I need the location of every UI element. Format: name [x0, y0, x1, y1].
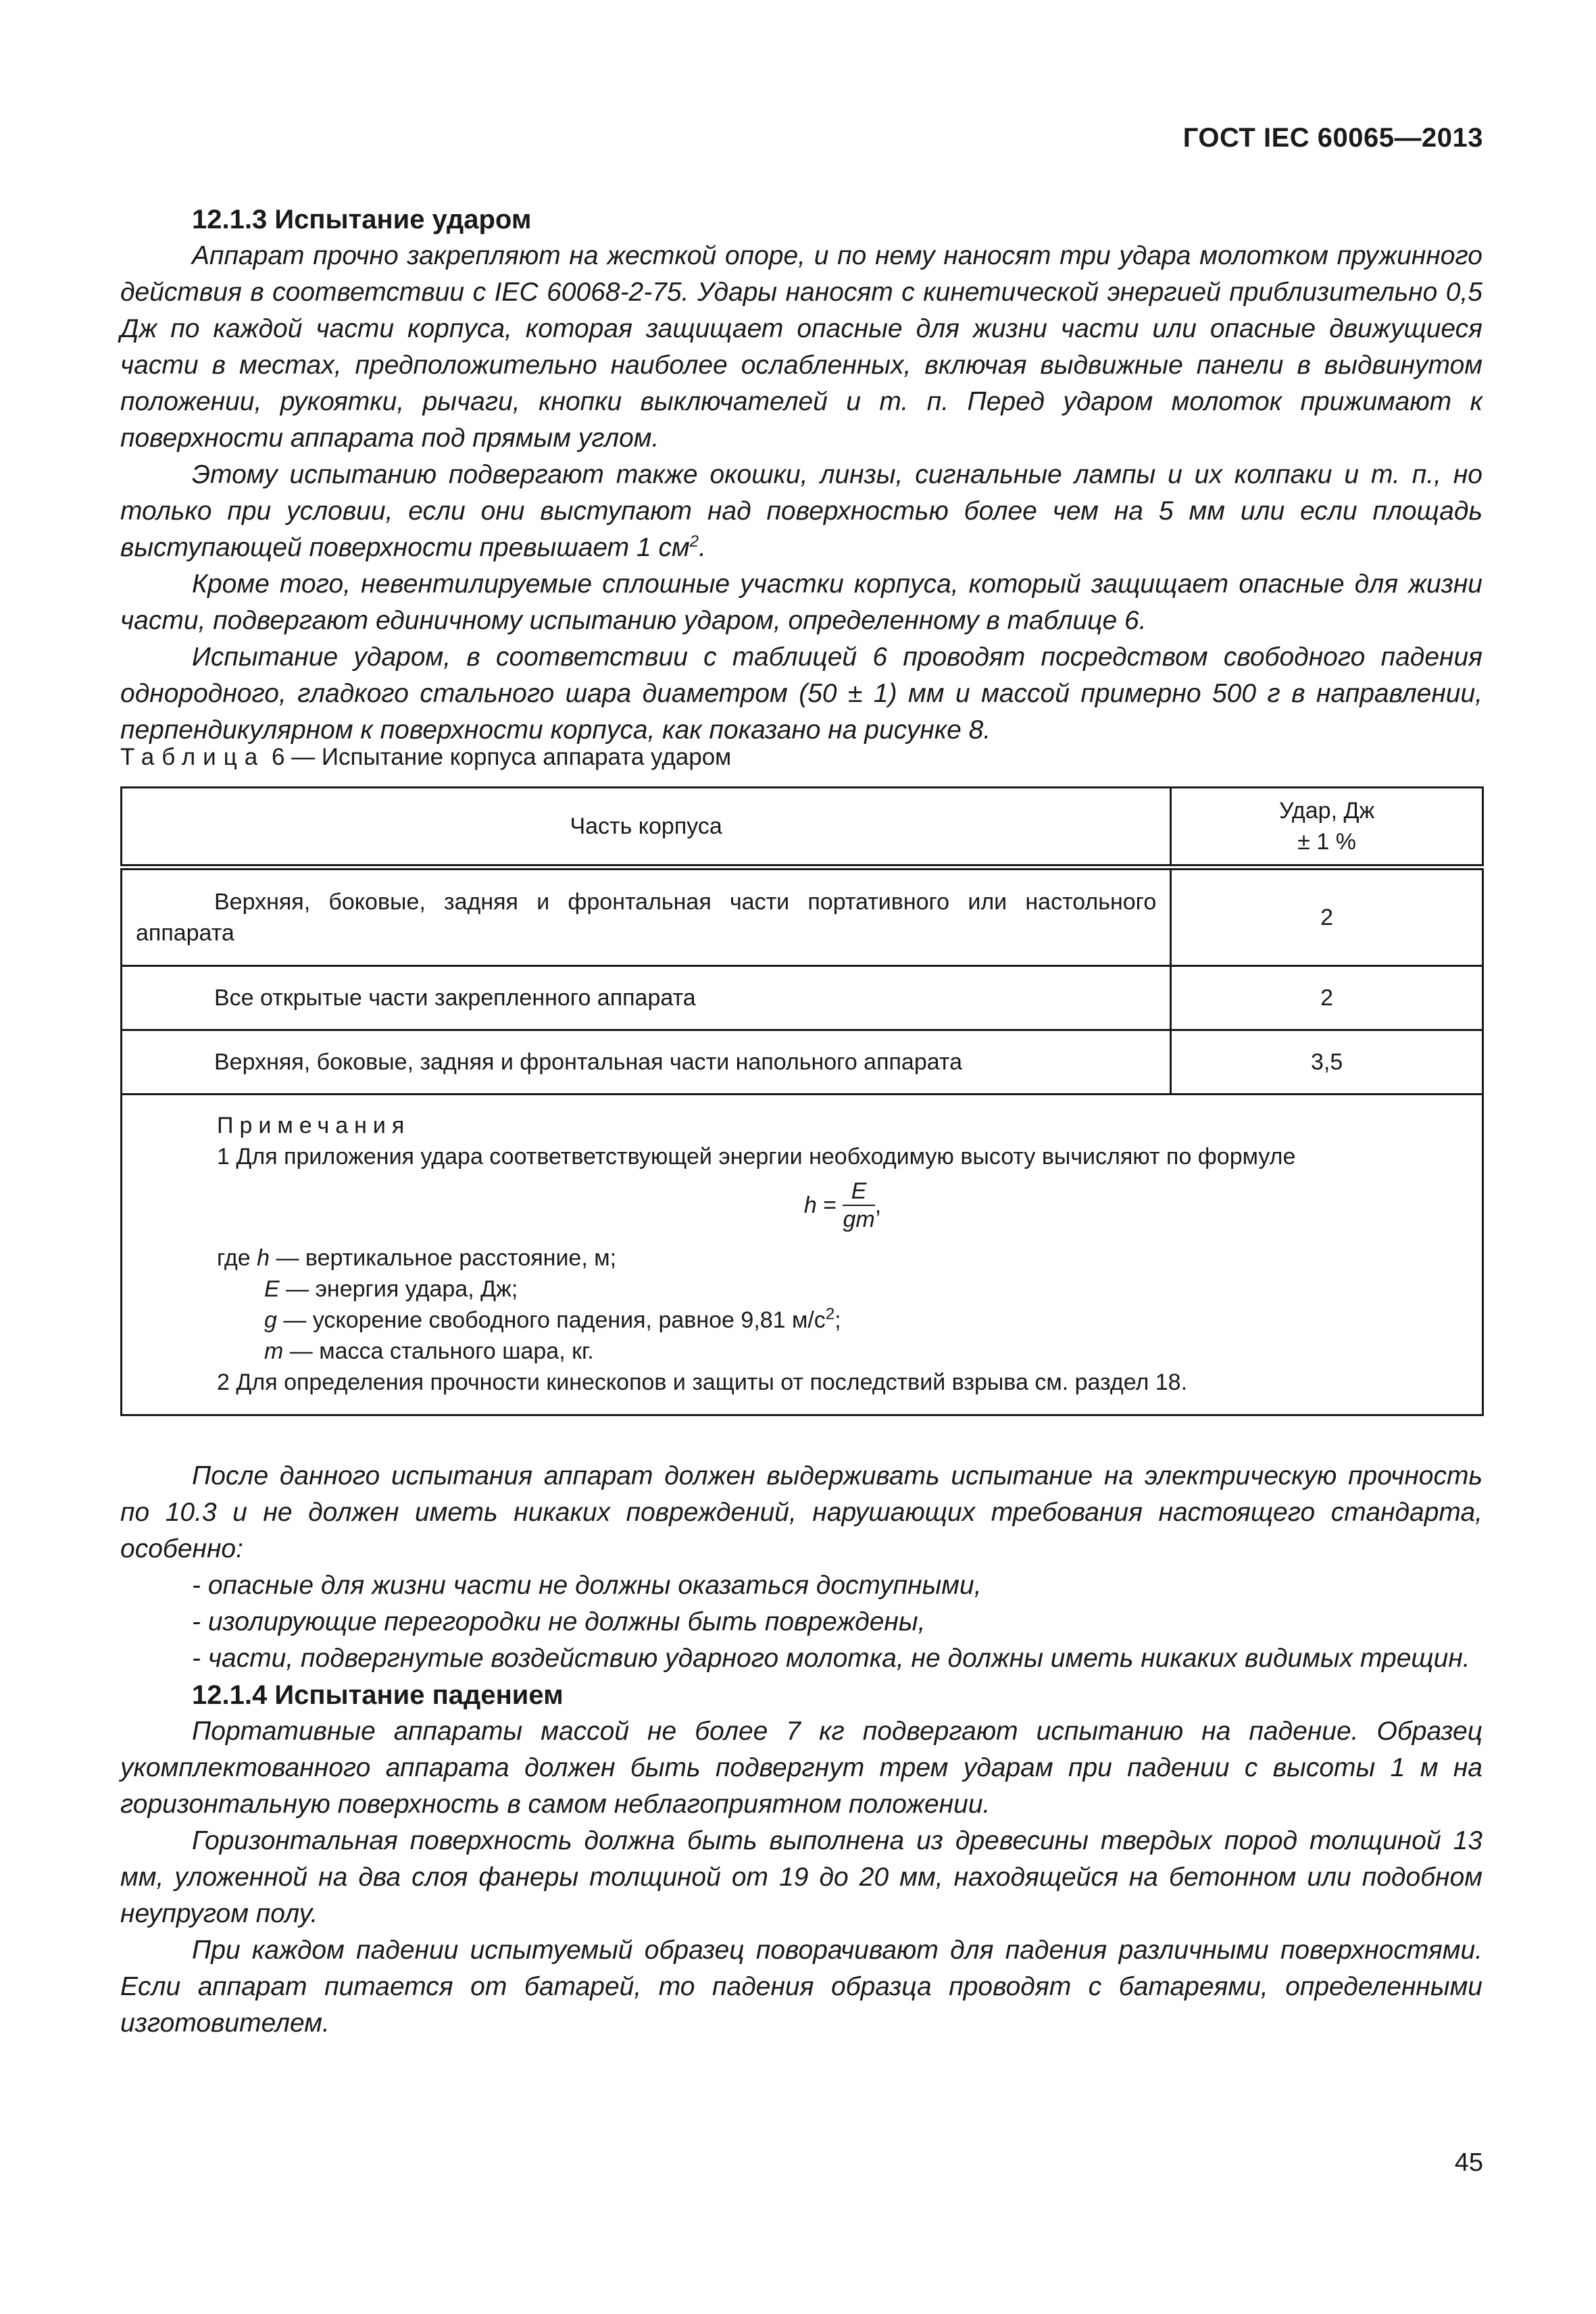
table-cell-part: Все открытые части закрепленного аппарата [122, 966, 1171, 1030]
table-caption: Таблица 6 — Испытание корпуса аппарата ударом [120, 744, 732, 770]
page-number: 45 [1454, 2148, 1483, 2177]
where-line-g: g — ускорение свободного падения, равное 9,81 $м/с^2$; [264, 1305, 841, 1333]
table-cell-part: Верхняя, боковые, задняя и фронтальная части портативного или настольного аппарата [122, 867, 1171, 966]
list-item: - опасные для жизни части не должны оказаться доступными, [192, 1571, 982, 1600]
notes-title: Примечания [217, 1113, 411, 1138]
document-code: ГОСТ IEC 60065—2013 [1182, 123, 1483, 153]
table-cell-value: 3,5 [1171, 1030, 1483, 1095]
section-heading: 12.1.3 Испытание ударом [192, 205, 532, 234]
height-formula: h = $\frac{E}{gm}$ , [803, 1178, 882, 1232]
list-item: - изолирующие перегородки не должны быть повреждены, [192, 1607, 926, 1636]
paragraph: Этому испытанию подвергают также окошки, линзы, сигнальные лампы и их колпаки и т. п., но только при условии, если они выступают над поверхностью более чем на 5 мм или если площадь выступающей поверхности превышает 1 $см^2$. [120, 460, 1482, 562]
impact-test-table [120, 786, 1484, 1416]
note-2: 2 Для определения прочности кинескопов и защиты от последствий взрыва см. раздел 18. [217, 1369, 1188, 1395]
table-cell-value: 2 [1171, 966, 1483, 1030]
column-header-impact: Удар, Дж ± 1 % [1171, 788, 1483, 867]
table-notes [122, 1095, 1483, 1415]
formula-fraction: $\frac{E}{gm}$ [843, 1178, 875, 1232]
table-header-row [122, 788, 1483, 867]
column-header-part: Часть корпуса [122, 788, 1171, 867]
table-notes-row [122, 1095, 1483, 1415]
section-heading: 12.1.4 Испытание падением [192, 1680, 564, 1710]
paragraph: При каждом падении испытуемый образец поворачивают для падения различными поверхностями. Если аппарат питается от батарей, то падения образца проводят с батареями, определенными изготовителем. [120, 1936, 1482, 2038]
table-row [122, 1030, 1483, 1095]
table-row [122, 966, 1483, 1030]
table-cell-value: 2 [1171, 867, 1483, 966]
note-1: 1 Для приложения удара соответветствующей энергии необходимую высоту вычисляют по формуле [217, 1144, 1296, 1169]
paragraph: Горизонтальная поверхность должна быть выполнена из древесины твердых пород толщиной 13 мм, уложенной на два слоя фанеры толщиной от 19 до 20 мм, находящейся на бетонном или подобном неупругом полу. [120, 1826, 1482, 1928]
post-table-text [120, 1458, 1482, 2042]
paragraph: Испытание ударом, в соответствии с таблицей 6 проводят посредством свободного падения однородного, гладкого стального шара диаметром (50 ± 1) мм и массой примерно 500 г в направлении, перпендикулярном к поверхности корпуса, как показано на рисунке 8. [120, 643, 1482, 745]
paragraph: Кроме того, невентилируемые сплошные участки корпуса, который защищает опасные для жизни части, подвергают единичному испытанию ударом, определенному в таблице 6. [120, 570, 1482, 635]
where-line-m: m — масса стального шара, кг. [264, 1338, 594, 1364]
paragraph: Портативные аппараты массой не более 7 кг подвергают испытанию на падение. Образец укомплектованного аппарата должен быть подвергнут трем ударам при падении с высоты 1 м на горизонтальную поверхность в самом неблагоприятном положении. [120, 1717, 1482, 1819]
table-cell-part: Верхняя, боковые, задняя и фронтальная части напольного аппарата [122, 1030, 1171, 1095]
list-item: - части, подвергнутые воздействию ударного молотка, не должны иметь никаких видимых трещин. [192, 1644, 1470, 1673]
where-line-h: где h — вертикальное расстояние, м; [217, 1245, 617, 1271]
paragraph: Аппарат прочно закрепляют на жесткой опоре, и по нему наносят три удара молотком пружинного действия в соответствии с IEC 60068-2-75. Удары наносят с кинетической энергией приблизительно 0,5 Дж по каждой части корпуса, которая защищает опасные для жизни части или опасные движущиеся части в местах, предположительно наиболее ослабленных, включая выдвижные панели в выдвинутом положении, рукоятки, рычаги, кнопки выключателей и т. п. Перед ударом молоток прижимают к поверхности аппарата под прямым углом. [120, 241, 1482, 453]
where-line-e: E — энергия удара, Дж; [264, 1276, 518, 1302]
paragraph: После данного испытания аппарат должен выдерживать испытание на электрическую прочность по 10.3 и не должен иметь никаких повреждений, нарушающих требования настоящего стандарта, особенно: [120, 1461, 1482, 1563]
section-12-1-3 [120, 201, 1482, 749]
table-row [122, 867, 1483, 966]
